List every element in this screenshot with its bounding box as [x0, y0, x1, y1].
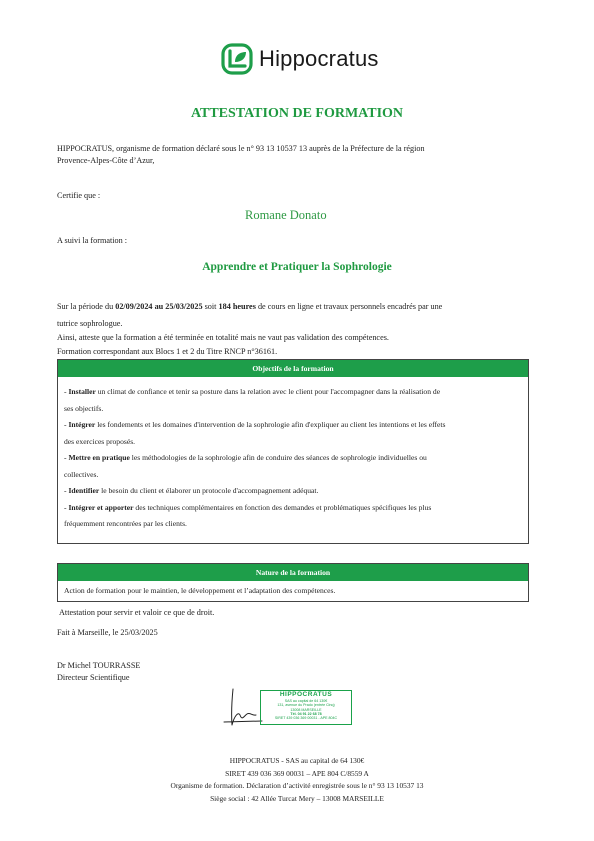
stamp-line: SAS au capital de 64 130€: [284, 699, 328, 703]
nature-text: Action de formation pour le maintien, le développement et l’adaptation des compétences.: [64, 586, 336, 595]
formation-title: Apprendre et Pratiquer la Sophrologie: [202, 261, 392, 273]
objectif-item: - Identifier le besoin du client et élaborer un protocole d'accompagnement adéquat.: [64, 486, 319, 495]
periode-line-2: tutrice sophrologue.: [57, 318, 123, 328]
attestation-text: Attestation pour servir et valoir ce que de droit.: [59, 608, 215, 617]
signatory-role: Directeur Scientifique: [57, 672, 130, 682]
brand-name: Hippocratus: [259, 46, 379, 71]
stamp-line: SIRET 439 036 369 00031 - APE 804C: [274, 716, 338, 721]
footer-line-4: Siège social : 42 Allée Turcat Mery – 13008 MARSEILLE: [210, 793, 384, 803]
periode-line-4: Formation correspondant aux Blocs 1 et 2 du Titre RNCP n°36161.: [57, 346, 278, 356]
objectifs-box: [57, 359, 529, 544]
stamp-title: HIPPOCRATUS: [279, 691, 333, 698]
footer: [0, 755, 594, 805]
objectifs-header: Objectifs de la formation: [58, 360, 528, 377]
company-stamp: [260, 690, 352, 725]
nature-box: [57, 563, 529, 602]
intro-text: [57, 143, 425, 167]
periode-paragraph: [57, 300, 442, 358]
objectif-item: - Intégrer et apporter des techniques complémentaires en fonction des demandes et problématiques spécifiques les plus fréquemment rencontrées par les clients.: [64, 502, 432, 528]
signatory: [57, 660, 140, 683]
stamp-line: 131, avenue du Prado (entrée Cinq): [277, 703, 335, 708]
objectifs-list: [58, 377, 528, 533]
stamp-line: Tél. 04 91 22 68 78: [290, 711, 322, 716]
footer-line-1: HIPPOCRATUS - SAS au capital de 64 130€: [229, 756, 365, 765]
leaf-logo-icon: [221, 43, 253, 75]
intro-line-1: HIPPOCRATUS, organisme de formation déclaré sous le n° 93 13 10537 13 auprès de la Préfecture de la région: [57, 144, 425, 153]
objectif-item: - Mettre en pratique les méthodologies de la sophrologie afin de conduire des séances de sophrologie individuelles ou collectives.: [64, 453, 427, 479]
handwritten-signature: [222, 685, 264, 729]
objectif-item: - Installer un climat de confiance et tenir sa posture dans la relation avec le client pour l'accompagner dans la réalisation de ses objectifs.: [64, 387, 441, 413]
certifie-label: Certifie que :: [57, 191, 101, 200]
stamp-line: 13008 MARSEILLE: [290, 707, 322, 712]
nature-header: Nature de la formation: [58, 564, 528, 581]
intro-line-2: Provence-Alpes-Côte d’Azur,: [57, 156, 155, 165]
person-name: Romane Donato: [245, 208, 327, 222]
footer-line-3: Organisme de formation. Déclaration d’activité enregistrée sous le n° 93 13 10537 13: [170, 781, 424, 790]
periode-middle: soit: [202, 302, 219, 311]
signatory-name: Dr Michel TOURRASSE: [57, 661, 141, 670]
footer-line-2: SIRET 439 036 369 00031 – APE 804 C/8559 A: [225, 768, 369, 778]
hippocratus-logo: [221, 42, 379, 76]
objectif-item: - Intégrer les fondements et les domaines d'intervention de la sophrologie afin d'expliquer au client les intentions et les effets des exercices proposés.: [64, 420, 446, 446]
page-title: ATTESTATION DE FORMATION: [190, 106, 404, 121]
suivi-label: A suivi la formation :: [57, 236, 128, 245]
periode-dates: 02/09/2024 au 25/03/2025: [115, 302, 203, 311]
periode-line-3: Ainsi, atteste que la formation a été terminée en totalité mais ne vaut pas validation des compétences.: [57, 333, 389, 342]
periode-line-1: [57, 300, 442, 314]
periode-prefix: Sur la période du: [57, 302, 116, 311]
fait-a: Fait à Marseille, le 25/03/2025: [57, 628, 158, 637]
periode-hours: 184 heures: [218, 302, 256, 311]
periode-suffix: de cours en ligne et travaux personnels encadrés par une: [255, 302, 443, 311]
